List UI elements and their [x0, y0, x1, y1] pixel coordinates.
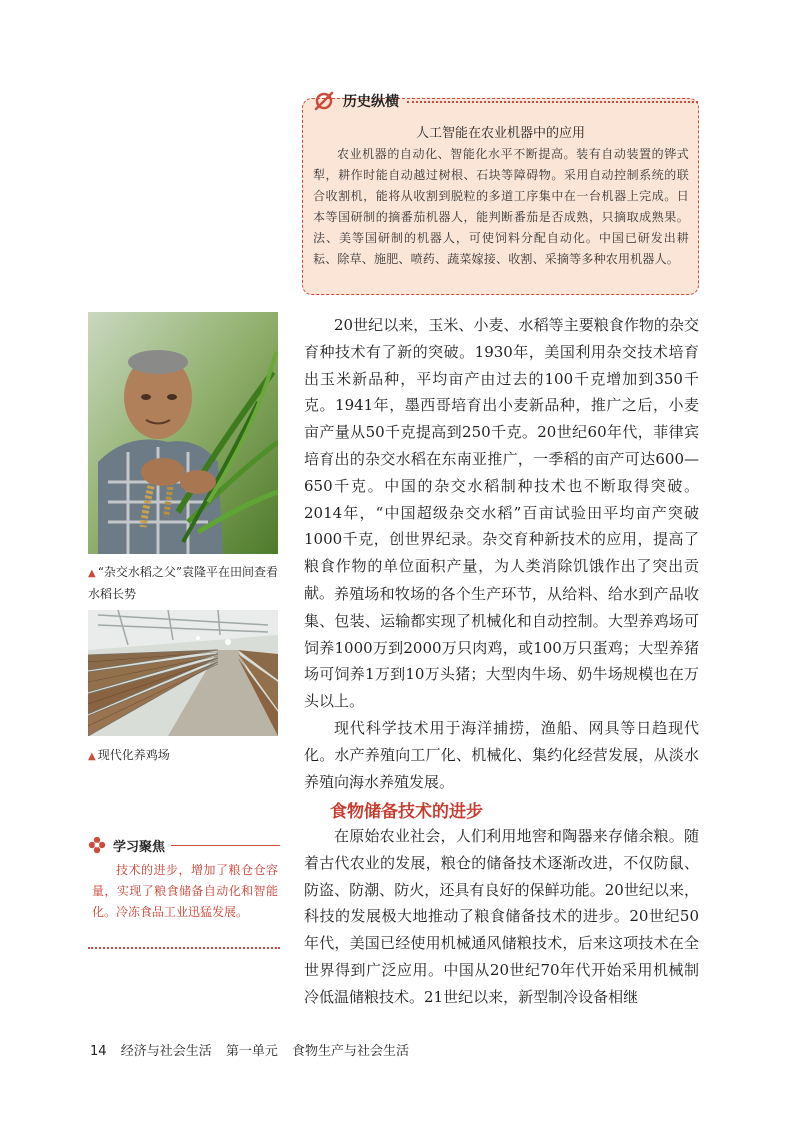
- page-footer: [90, 1040, 419, 1059]
- history-box-label: 历史纵横: [343, 94, 399, 110]
- book-title: 经济与社会生活: [120, 1044, 212, 1059]
- paragraph-food-storage: 在原始农业社会，人们利用地窖和陶器来存储余粮。随着古代农业的发展，粮仓的储备技术逐渐改进，不仅防鼠、防盗、防潮、防火，还具有良好的保鲜功能。20世纪以来，科技的发展极大地推动了粮食储备技术的进步。20世纪50年代，美国已经使用机械通风储粮技术，后来这项技术在全世界得到广泛应用。中国从20世纪70年代开始采用机械制冷低温储粮技术。21世纪以来，新型制冷设备相继: [304, 827, 699, 1006]
- chicken-farm-photo: [88, 610, 278, 736]
- photo-caption-1: ▲ “杂交水稻之父”袁隆平在田间查看水稻长势: [88, 565, 278, 601]
- paragraph-hybrid-breeding: 20世纪以来，玉米、小麦、水稻等主要粮食作物的杂交育种技术有了新的突破。1930年，美国利用杂交技术培育出玉米新品种，平均亩产由过去的100千克增加到350千克。1941年，墨西哥培育出小麦新品种，推广之后，小麦亩产量从50千克提高到250千克。20世纪60年代，菲律宾培育出的杂交水稻在东南亚推广，一季稻的亩产可达600—650千克。中国的杂交水稻制种技术也不断取得突破。2014年，“中国超级杂交水稻”百亩试验田平均亩产突破1000千克，创世界纪录。杂交育种新技术的应用，提高了粮食作物的单位面积产量，为人类消除饥饿作出了突出贡献。: [304, 316, 699, 602]
- history-box-body: 农业机器的自动化、智能化水平不断提高。装有自动装置的铧式犁，耕作时能自动越过树根、石块等障碍物。采用自动控制系统的联合收割机，能将从收割到脱粒的多道工序集中在一台机器上完成。日本等国研制的摘番茄机器人，能判断番茄是否成熟，只摘取成熟果。法、美等国研制的机器人，可使饲料分配自动化。中国已研发出耕耘、除草、施肥、喷药、蔬菜嫁接、收割、采摘等多种农用机器人。: [313, 147, 689, 266]
- study-focus-divider: [88, 947, 280, 949]
- flower-icon: [88, 836, 106, 854]
- study-focus-label: 学习聚焦: [113, 839, 166, 855]
- study-focus-body: 技术的进步，增加了粮仓仓容量，实现了粮食储备自动化和智能化。冷冻食品工业迅猛发展。: [92, 863, 278, 919]
- header-divider: [171, 845, 280, 846]
- yuan-longping-photo: [88, 312, 278, 554]
- unit-title: 食物生产与社会生活: [292, 1044, 410, 1059]
- page-number: 14: [90, 1044, 107, 1059]
- header-divider: [407, 101, 698, 103]
- triangle-marker-icon: ▲: [88, 568, 96, 579]
- history-box-header: [313, 88, 698, 114]
- photo-caption-2: ▲ 现代化养鸡场: [88, 748, 170, 762]
- study-focus-header: [88, 834, 280, 856]
- section-title: 食物储备技术的进步: [330, 802, 483, 822]
- triangle-marker-icon: ▲: [88, 751, 96, 762]
- unit-label: 第一单元: [225, 1044, 278, 1059]
- paragraph-fishery: 现代科学技术用于海洋捕捞，渔船、网具等日趋现代化。水产养殖向工厂化、机械化、集约化经营发展，从淡水养殖向海水养殖发展。: [304, 719, 699, 791]
- paragraph-livestock: 养殖场和牧场的各个生产环节，从给料、给水到产品收集、包装、运输都实现了机械化和自动控制。大型养鸡场可饲养1000万到2000万只肉鸡，或100万只蛋鸡；大型养猪场可饲养1万到10万头猪；大型肉牛场、奶牛场规模也在万头以上。: [304, 585, 699, 711]
- history-scroll-icon: [313, 90, 335, 112]
- history-box-title: 人工智能在农业机器中的应用: [415, 126, 585, 141]
